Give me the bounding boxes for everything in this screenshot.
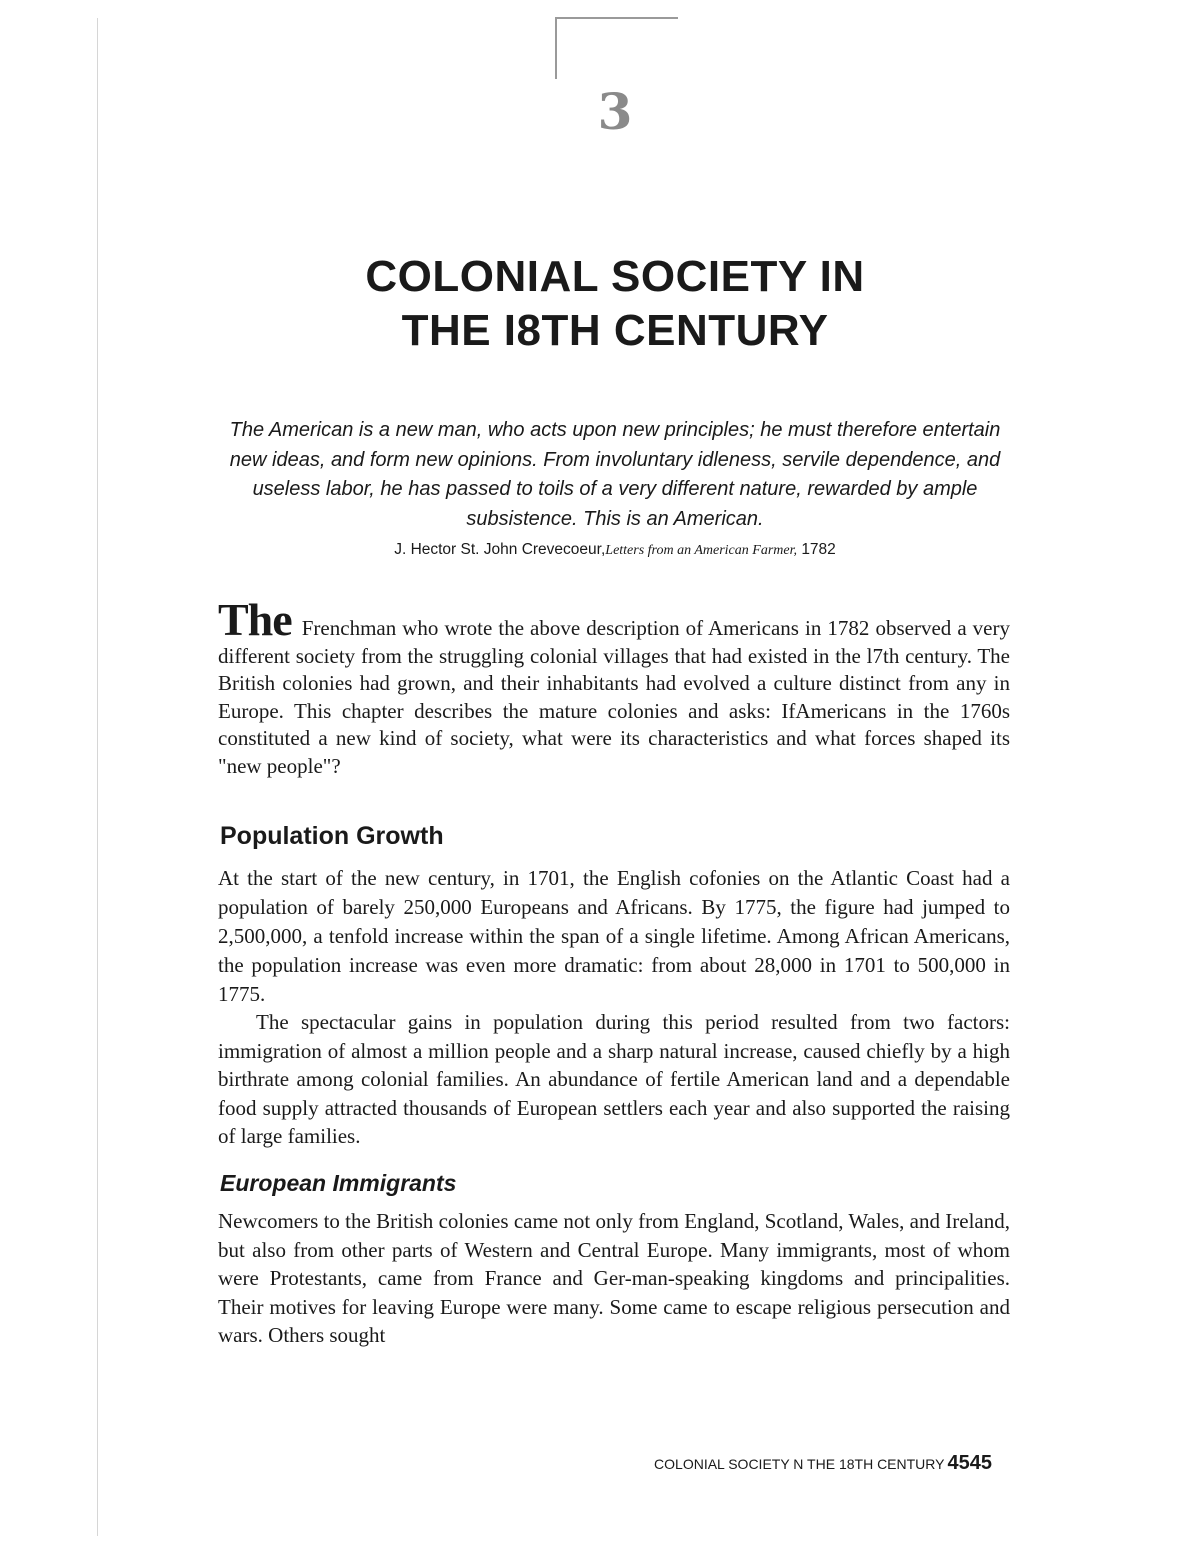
epigraph-work-title: Letters from an American Farmer, bbox=[605, 543, 797, 558]
section-heading-population-growth: Population Growth bbox=[220, 822, 444, 850]
chapter-title-line-2: THE I8TH CENTURY bbox=[401, 306, 829, 355]
intro-text: Frenchman who wrote the above description of Americans in 1782 observed a very different society from the struggling colonial villages that had existed in the l7th century. The British colonies had grown, and their inhabitants had evolved a culture distinct from any in Europe. This chapter describes the mature colonies and asks: IfAmericans in the 1760s constituted a new kind of society, what were its characteristics and what forces shaped its "new people"? bbox=[218, 616, 1010, 778]
page-number: 4545 bbox=[947, 1452, 992, 1474]
running-head: COLONIAL SOCIETY N THE 18TH CENTURY bbox=[654, 1456, 945, 1472]
intro-dropcap: The bbox=[218, 594, 292, 645]
intro-paragraph bbox=[218, 594, 1010, 780]
chapter-corner-rule-horizontal bbox=[555, 17, 678, 19]
epigraph-quote: The American is a new man, who acts upon new principles; he must therefore entertain new ideas, and form new opinions. From involuntary idleness, servile dependence, and useless labor, he has passed to toils of a very different nature, rewarded by ample subsistence. This is an American. bbox=[229, 419, 1001, 530]
population-paragraph-2: The spectacular gains in population during this period resulted from two factors: immigration of almost a million people and a sharp natural increase, caused chiefly by a high birthrate among colonial families. An abundance of fertile American land and a dependable food supply attracted thousands of European settlers each year and also supported the raising of large families. bbox=[218, 1010, 1010, 1148]
chapter-title bbox=[230, 250, 1000, 358]
page-margin-line bbox=[97, 18, 98, 1536]
epigraph-attribution bbox=[220, 541, 1010, 559]
page-footer bbox=[560, 1452, 992, 1475]
chapter-title-line-1: COLONIAL SOCIETY IN bbox=[365, 252, 865, 301]
immigrants-paragraph: Newcomers to the British colonies came not only from England, Scotland, Wales, and Ireland, but also from other parts of Western and Central Europe. Many immigrants, most of whom were Protestants, came from France and Ger-man-speaking kingdoms and principalities. Their motives for leaving Europe were many. Some came to escape religious persecution and wars. Others sought bbox=[218, 1209, 1010, 1347]
epigraph-author: J. Hector St. John Crevecoeur, bbox=[394, 541, 606, 558]
population-paragraph-1: At the start of the new century, in 1701, the English cofonies on the Atlantic Coast had a population of barely 250,000 Europeans and Africans. By 1775, the figure had jumped to 2,500,000, a tenfold increase within the span of a single lifetime. Among African Americans, the population increase was even more dramatic: from about 28,000 in 1701 to 500,000 in 1775. bbox=[218, 866, 1010, 1006]
chapter-number: 3 bbox=[597, 82, 633, 141]
subsection-heading-european-immigrants: European Immigrants bbox=[220, 1170, 457, 1196]
chapter-corner-rule-vertical bbox=[555, 17, 557, 79]
epigraph-year: 1782 bbox=[801, 541, 836, 558]
